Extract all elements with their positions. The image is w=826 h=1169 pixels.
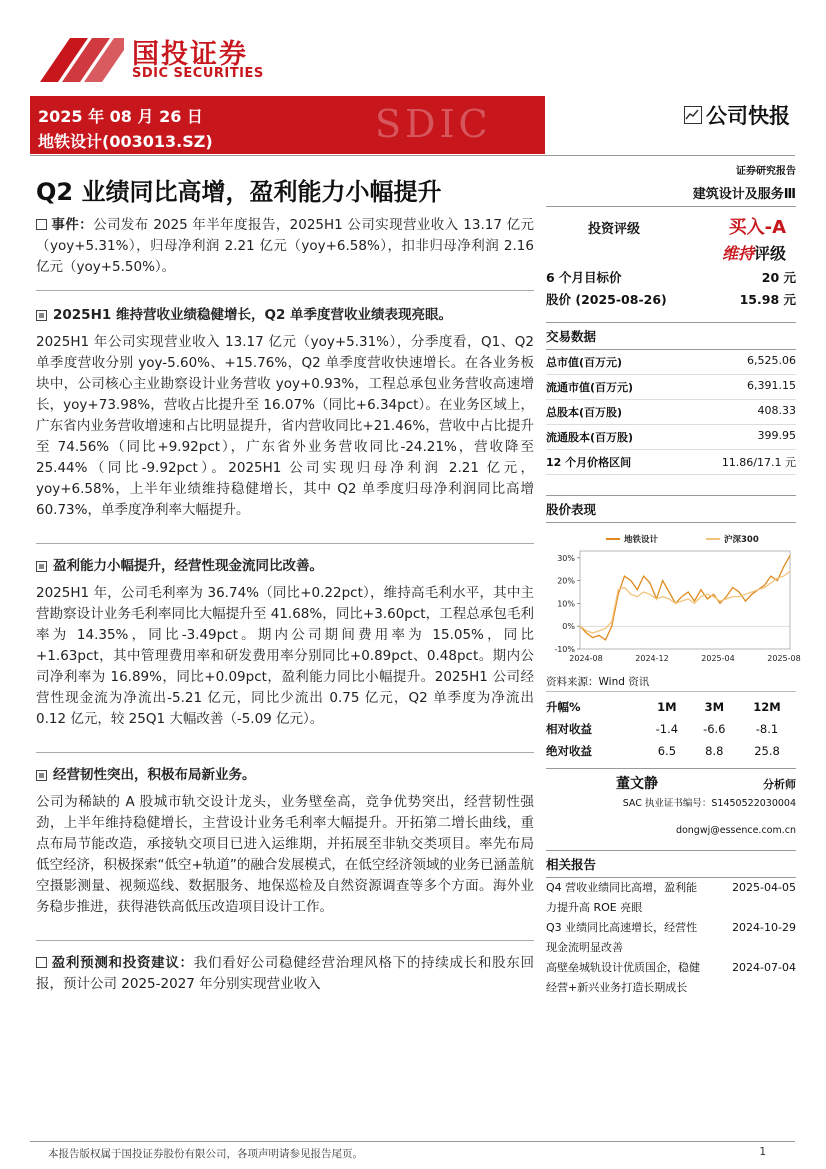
report-title: Q2 业绩同比高增，盈利能力小幅提升: [36, 178, 442, 206]
related-report-title[interactable]: Q4 营收业绩同比高增，盈利能力提升高 ROE 亮眼: [546, 881, 698, 914]
analyst-sac: SAC 执业证书编号：S1450522030004: [622, 798, 796, 809]
y-tick-label: -10%: [554, 645, 575, 654]
sdic-logo-icon: [40, 34, 124, 82]
related-report-item[interactable]: [546, 958, 796, 998]
section-heading: 盈利能力小幅提升，经营性现金流同比改善。: [36, 556, 534, 577]
trade-key: 流通股本(百万股): [546, 431, 634, 444]
analyst-role: 分析师: [763, 778, 796, 791]
x-tick-label: 2025-08: [767, 654, 801, 663]
section-body: 公司为稀缺的 A 股城市轨交设计龙头，业务壁垒高，竞争优势突出，经营韧性强劲，上半年维持稳健增长，主营设计业务毛利率大幅提升。开拓第二增长曲线，重点布局节能改造，承接轨交项目已进入运维期，并拓展至非轨交类项目。率先布局低空经济，积极探索“低空+轨道”的融合发展模式，在低空经济领域的业务已涵盖航空摄影测量、视频巡线、数据服务、地保巡检及自然资源调查等多个方面。海外业务稳步推进，获得港铁高低压改造项目设计工作。: [36, 794, 534, 915]
trade-row: [546, 400, 796, 425]
company-logo: [40, 30, 270, 86]
target-price-row: 6 个月目标价 20 元: [546, 270, 796, 285]
sidebar: [546, 156, 801, 998]
related-reports-heading: 相关报告: [546, 850, 796, 878]
trade-key: 12 个月价格区间: [546, 456, 632, 469]
related-report-item[interactable]: [546, 918, 796, 958]
perf-cell: -8.1: [755, 722, 779, 736]
perf-cell: -1.4: [655, 722, 679, 736]
bullet-icon: [36, 770, 47, 781]
x-tick-label: 2024-12: [635, 654, 669, 663]
perf-cell: 6.5: [657, 744, 677, 758]
forecast-text: 我们看好公司稳健经营治理风格下的持续成长和股东回报，预计公司 2025-2027 年分别实现营业收入: [36, 955, 535, 992]
related-report-date: 2024-10-29: [732, 921, 796, 934]
perf-row: [546, 718, 796, 740]
legend-label: 沪深300: [724, 535, 759, 545]
trade-row: [546, 375, 796, 400]
footer-divider: [30, 1141, 795, 1142]
report-date: 2025 年 08 月 26 日: [38, 107, 203, 126]
report-type: [684, 100, 790, 130]
stock-code: 地铁设计(003013.SZ): [38, 132, 213, 151]
trade-value: 6,391.15: [747, 379, 796, 392]
section-divider: [36, 940, 534, 941]
industry: 建筑设计及服务Ⅲ: [546, 183, 796, 207]
rating-label: 投资评级: [588, 222, 641, 237]
series-line-index: [580, 572, 790, 634]
report-kind: 证券研究报告: [736, 166, 796, 177]
trade-value: 408.33: [757, 404, 796, 417]
logo-text-en: SDIC SECURITIES: [132, 66, 264, 81]
rating-value: 买入-A: [728, 217, 786, 238]
perf-cell: 相对收益: [546, 722, 592, 736]
perf-cell: 8.8: [705, 744, 724, 758]
y-tick-label: 20%: [557, 576, 575, 586]
stock-price-row: 股价 (2025-08-26) 15.98 元: [546, 292, 796, 307]
trade-key: 流通市值(百万元): [546, 381, 634, 394]
x-tick-label: 2024-08: [569, 654, 603, 663]
section-divider: [36, 543, 534, 544]
trade-value: 399.95: [757, 429, 796, 442]
rating-row: [546, 213, 796, 239]
page-number: 1: [759, 1146, 766, 1158]
analyst-name: 董文静: [616, 776, 658, 792]
trade-data-heading: 交易数据: [546, 322, 796, 350]
section-body: 2025H1 年，公司毛利率为 36.74%（同比+0.22pct），维持高毛利水平，其中主营勘察设计业务毛利率同比大幅提升至 41.68%，同比+3.60pct，工程总承包毛利率为 14.35%，同比-3.49pct。期内公司期间费用率为 15.05%，同比+1.63pct，其中管理费用率和研发费用率分别同比+0.89pct、0.48pct。期内公司净利率为 16.89%，同比+0.09pct，盈利能力同比小幅提升。2025H1 公司经营性现金流为净流出-5.21 亿元，同比少流出 0.75 亿元，Q2 单季度为净流出 0.12 亿元，较 25Q1 大幅改善（-5.09 亿元）。: [36, 585, 534, 727]
related-report-item[interactable]: [546, 878, 796, 918]
section-divider: [36, 290, 534, 291]
forecast-label: 盈利预测和投资建议：: [36, 955, 194, 971]
perf-cell: 25.8: [754, 744, 780, 758]
event-paragraph: [36, 215, 534, 278]
section-heading: 2025H1 维持营收业绩稳健增长，Q2 单季度营收业绩表现亮眼。: [36, 305, 534, 326]
logo-text-cn: 国投证券: [132, 39, 248, 70]
chart-icon: [684, 106, 702, 124]
related-report-date: 2024-07-04: [732, 961, 796, 974]
section-body: 2025H1 年公司实现营业收入 13.17 亿元（yoy+5.31%），分季度看，Q1、Q2 单季度营收分别 yoy-5.60%、+15.76%，Q2 单季度营收快速增长。在各业务板块中，公司核心主业勘察设计业务营收 yoy+0.93%，工程总承包业务营收高速增长，yoy+73.98%，营收占比提升至 16.07%（同比+6.34pct）。在业务区域上，广东省内业务营收增速和占比明显提升，省内营收同比+21.46%，营收中占比提升至 74.56%（同比+9.92pct），广东省外业务营收同比-24.21%，营收降至 25.44%（同比-9.92pct）。2025H1 公司实现归母净利润 2.21 亿元，yoy+6.58%，上半年业绩维持稳健增长，其中 Q2 单季度归母净利润同比高增 60.73%，单季度净利率大幅提升。: [36, 334, 534, 518]
related-reports-list: [546, 878, 796, 998]
rating-maintain: 维持评级: [721, 244, 786, 263]
perf-header-row: [546, 696, 796, 718]
y-tick-label: 10%: [557, 599, 575, 609]
perf-header-cell: 12M: [753, 700, 781, 714]
section-divider: [36, 752, 534, 753]
price-performance-chart: [546, 529, 801, 669]
x-tick-label: 2025-04: [701, 654, 735, 663]
related-report-title[interactable]: Q3 业绩同比高速增长，经营性现金流明显改善: [546, 921, 698, 954]
trade-row: [546, 425, 796, 450]
event-label: 事件：: [36, 217, 93, 233]
perf-header-cell: 3M: [704, 700, 725, 714]
forecast-paragraph: [36, 953, 534, 995]
related-report-title[interactable]: 高壁垒城轨设计优质国企，稳健经营+新兴业务打造长期成长: [546, 961, 700, 994]
y-tick-label: 30%: [557, 553, 575, 563]
report-type-label: 公司快报: [706, 104, 790, 128]
legend-label: 地铁设计: [624, 535, 659, 545]
perf-row: [546, 740, 796, 762]
analyst-row: [546, 768, 796, 793]
bullet-icon: [36, 561, 47, 572]
banner-watermark: SDIC: [375, 102, 492, 146]
header-banner: [30, 96, 545, 154]
main-content: [36, 215, 534, 995]
trade-data-table: [546, 350, 796, 475]
chart-source: 资料来源：Wind 资讯: [546, 674, 796, 692]
trade-row: [546, 450, 796, 475]
perf-cell: 绝对收益: [546, 744, 592, 758]
performance-table: [546, 696, 796, 762]
event-text: 公司发布 2025 年半年度报告，2025H1 公司实现营业收入 13.17 亿元（yoy+5.31%），归母净利润 2.21 亿元（yoy+6.58%），扣非归母净利润 2.16 亿元（yoy+5.50%）。: [36, 217, 534, 275]
footer-disclaimer: 本报告版权属于国投证券股份有限公司，各项声明请参见报告尾页。: [48, 1148, 363, 1160]
trade-key: 总市值(百万元): [546, 356, 623, 369]
trade-value: 11.86/17.1 元: [721, 456, 796, 469]
related-report-date: 2025-04-05: [732, 881, 796, 894]
perf-cell: -6.6: [703, 722, 726, 736]
y-tick-label: 0%: [562, 622, 575, 632]
bullet-icon: [36, 310, 47, 321]
performance-heading: 股价表现: [546, 495, 796, 523]
perf-header-cell: 1M: [657, 700, 677, 714]
perf-header-cell: 升幅%: [546, 700, 581, 714]
trade-key: 总股本(百万股): [546, 406, 623, 419]
section-heading: 经营韧性突出，积极布局新业务。: [36, 765, 534, 786]
series-line-stock: [580, 556, 790, 640]
analyst-email[interactable]: dongwj@essence.com.cn: [675, 825, 796, 836]
trade-value: 6,525.06: [747, 354, 796, 367]
trade-row: [546, 350, 796, 375]
